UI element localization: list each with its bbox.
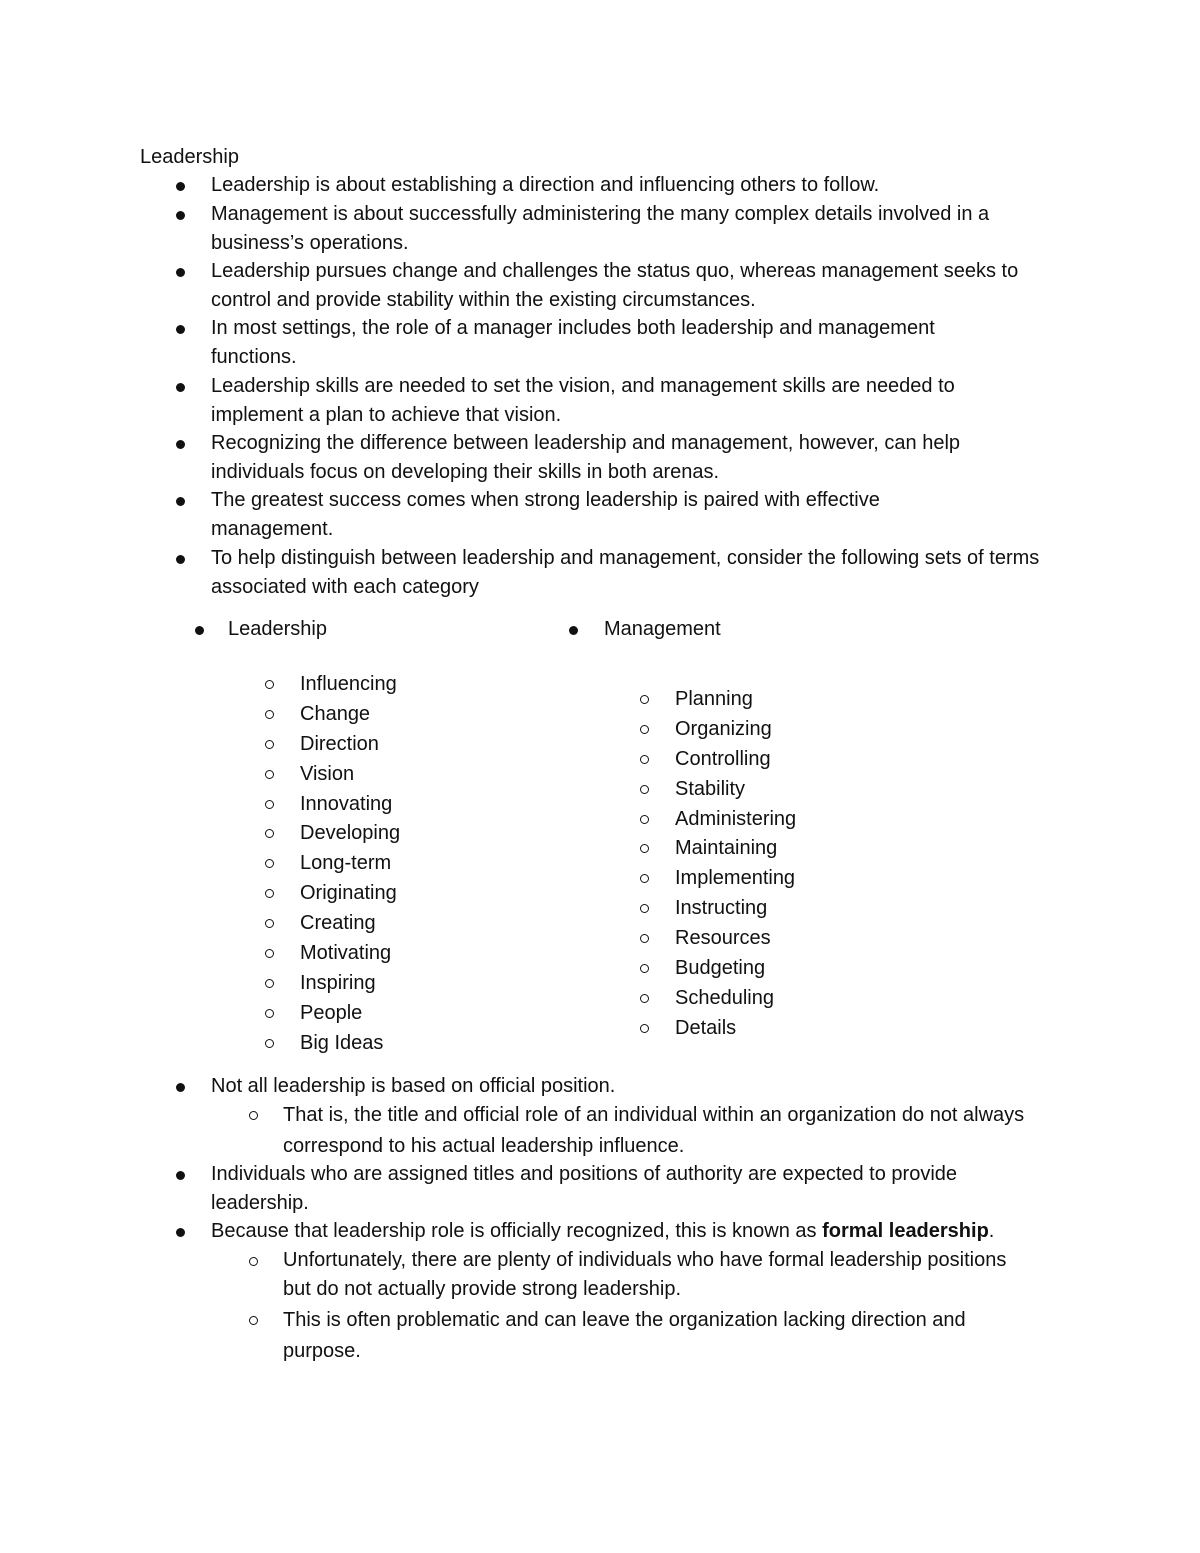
bullet-icon [176, 182, 185, 191]
term-list-item [265, 999, 400, 1029]
term-label: Organizing [675, 717, 772, 740]
sub-bullet-icon [265, 1039, 274, 1048]
bullet-text-part: . [988, 1220, 995, 1242]
term-label: Budgeting [675, 957, 766, 980]
bullet-text: The greatest success comes when strong leadership is paired with effective management. [211, 489, 880, 540]
term-label: Resources [675, 927, 771, 950]
sub-bullet-icon [640, 874, 649, 883]
bullet-icon [176, 1171, 185, 1180]
bullet-text: Management is about successfully administering the many complex details involved in a business’s operations. [211, 203, 990, 254]
term-list-item [640, 745, 796, 775]
term-list-item [265, 879, 400, 909]
document-title: Leadership [140, 146, 239, 168]
bullet-text: Not all leadership is based on official position. [211, 1075, 616, 1097]
management-column-heading: Management [604, 618, 721, 640]
term-label: Innovating [300, 792, 393, 815]
bullet-text: Leadership is about establishing a direction and influencing others to follow. [211, 174, 880, 196]
leadership-column-heading: Leadership [228, 618, 327, 640]
term-list-item [640, 894, 796, 924]
term-label: Controlling [675, 747, 771, 770]
bullet-icon [176, 1228, 185, 1237]
sub-bullet-icon [640, 844, 649, 853]
term-label: Instructing [675, 897, 768, 920]
term-label: Planning [675, 688, 753, 710]
term-list-item [265, 790, 400, 820]
bullet-icon [176, 211, 185, 220]
bullet-icon [176, 555, 185, 564]
term-list-item [640, 715, 796, 745]
leadership-terms-list [265, 670, 400, 1059]
term-list-item [265, 819, 400, 849]
term-label: Influencing [300, 673, 397, 695]
term-label: Creating [300, 912, 376, 935]
sub-bullet-icon [640, 904, 649, 913]
term-label: Maintaining [675, 837, 778, 860]
bullet-icon [569, 626, 578, 635]
sub-bullet-icon [640, 815, 649, 824]
term-list-item [640, 984, 796, 1014]
bullet-icon [176, 325, 185, 334]
sub-bullet-icon [265, 800, 274, 809]
term-list-item [265, 939, 400, 969]
sub-bullet-icon [640, 1024, 649, 1033]
management-terms-list [640, 685, 796, 1044]
sub-bullet-icon [640, 934, 649, 943]
bullet-icon [176, 268, 185, 277]
sub-bullet-icon [640, 994, 649, 1003]
term-list-item [265, 760, 400, 790]
term-label: Details [675, 1016, 737, 1039]
term-list-item [265, 909, 400, 939]
term-label: Developing [300, 822, 401, 845]
sub-bullet-icon [640, 785, 649, 794]
bullet-text-part: Because that leadership role is officially recognized, this is known as [211, 1220, 823, 1242]
term-label: Big Ideas [300, 1031, 384, 1054]
term-label: Long-term [300, 852, 392, 875]
sub-bullet-icon [640, 725, 649, 734]
term-list-item [640, 954, 796, 984]
term-label: People [300, 1001, 363, 1024]
sub-bullet-icon [249, 1111, 258, 1120]
bullet-text [211, 1217, 1091, 1246]
sub-bullet-icon [265, 889, 274, 898]
formal-leadership-term: formal leadership [822, 1220, 989, 1242]
bullet-text: To help distinguish between leadership and management, consider the following sets of terms associated with each category [211, 547, 1040, 598]
term-list-item [640, 864, 796, 894]
term-list-item [265, 969, 400, 999]
bullet-text: Recognizing the difference between leadership and management, however, can help individuals focus on developing their skills in both arenas. [211, 432, 961, 483]
term-label: Stability [675, 777, 746, 800]
bullet-icon [176, 1083, 185, 1092]
bullet-text: Individuals who are assigned titles and positions of authority are expected to provide leadership. [211, 1163, 958, 1214]
sub-bullet-icon [265, 949, 274, 958]
sub-bullet-icon [265, 859, 274, 868]
sub-bullet-icon [640, 695, 649, 704]
term-label: Vision [300, 762, 355, 785]
sub-bullet-icon [640, 964, 649, 973]
term-label: Implementing [675, 867, 796, 890]
sub-bullet-icon [265, 680, 274, 689]
bullet-text: Leadership pursues change and challenges the status quo, whereas management seeks to control and provide stability within the existing circumstances. [211, 260, 1019, 311]
bullet-icon [176, 497, 185, 506]
term-list-item [640, 1014, 796, 1044]
sub-bullet-icon [249, 1257, 258, 1266]
term-list-item [640, 685, 796, 715]
term-label: Motivating [300, 942, 392, 965]
term-list-item [640, 775, 796, 805]
sub-bullet-text: Unfortunately, there are plenty of individuals who have formal leadership positions but do not actually provide strong leadership. [283, 1249, 1007, 1300]
sub-bullet-icon [265, 919, 274, 928]
term-label: Inspiring [300, 971, 376, 994]
sub-bullet-icon [249, 1316, 258, 1325]
sub-bullet-icon [265, 829, 274, 838]
bullet-icon [176, 440, 185, 449]
term-list-item [265, 670, 400, 700]
term-list-item [640, 805, 796, 835]
term-list-item [640, 924, 796, 954]
term-label: Administering [675, 807, 797, 830]
term-label: Originating [300, 882, 397, 905]
bullet-text: Leadership skills are needed to set the vision, and management skills are needed to implement a plan to achieve that vision. [211, 375, 955, 426]
term-list-item [265, 730, 400, 760]
sub-bullet-icon [265, 770, 274, 779]
bullet-icon [176, 383, 185, 392]
bullet-text: In most settings, the role of a manager includes both leadership and management functions. [211, 317, 935, 368]
sub-bullet-icon [265, 979, 274, 988]
term-label: Direction [300, 732, 379, 755]
sub-bullet-text: This is often problematic and can leave the organization lacking direction and purpose. [283, 1309, 966, 1362]
term-list-item [640, 834, 796, 864]
sub-bullet-icon [265, 1009, 274, 1018]
term-list-item [265, 849, 400, 879]
sub-bullet-icon [640, 755, 649, 764]
term-label: Scheduling [675, 986, 774, 1009]
term-label: Change [300, 702, 371, 725]
term-list-item [265, 700, 400, 730]
sub-bullet-icon [265, 740, 274, 749]
bullet-icon [195, 626, 204, 635]
term-list-item [265, 1029, 400, 1059]
sub-bullet-text: That is, the title and official role of an individual within an organization do not always correspond to his actual leadership influence. [283, 1104, 1025, 1157]
sub-bullet-icon [265, 710, 274, 719]
